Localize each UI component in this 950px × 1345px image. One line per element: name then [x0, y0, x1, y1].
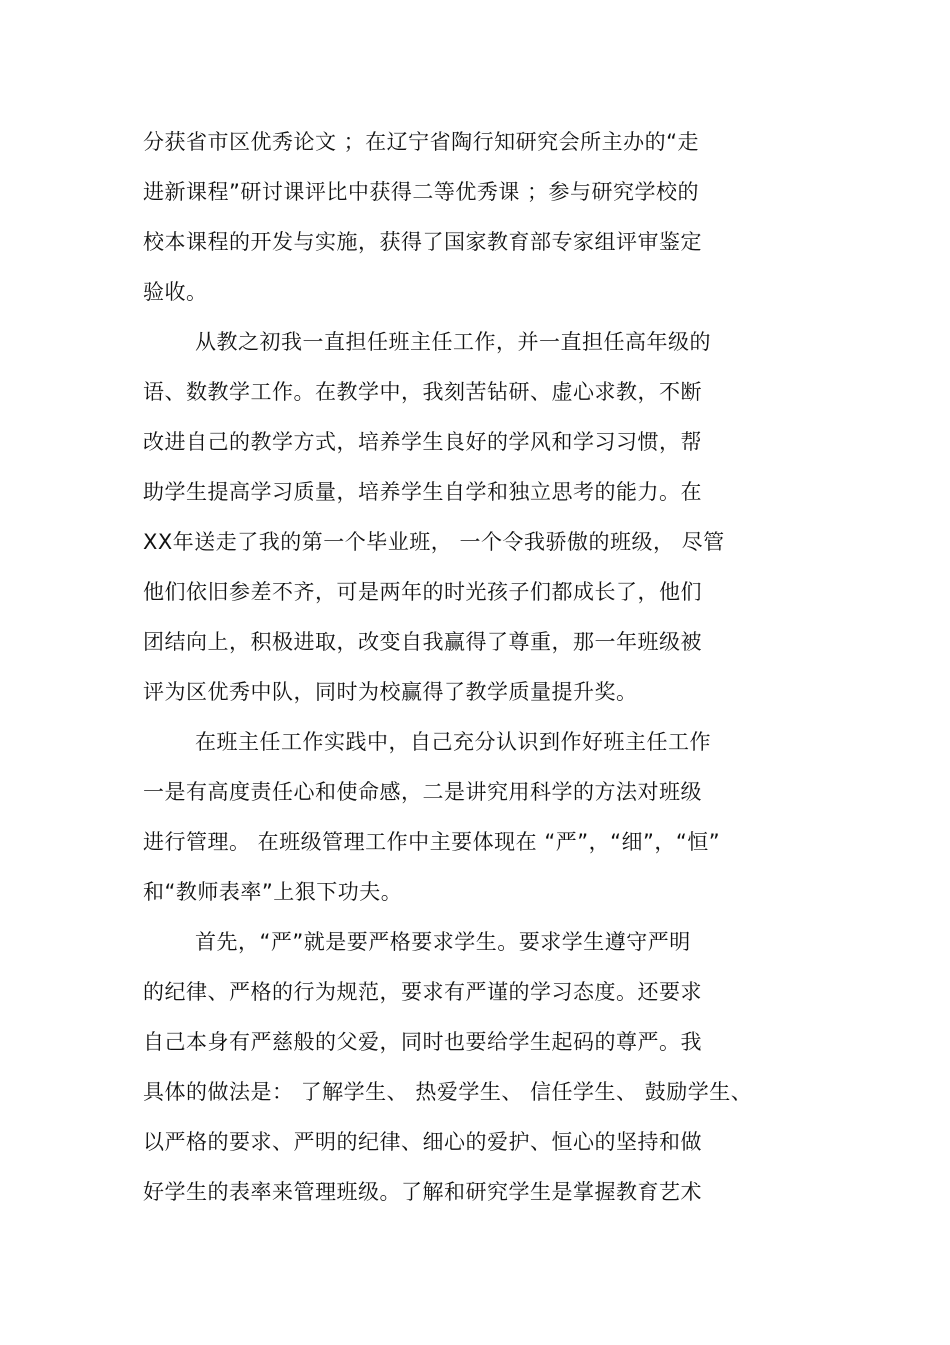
text-line: 的纪律、严格的行为规范，要求有严谨的学习态度。还要求 — [143, 980, 702, 1004]
text-line: 以严格的要求、严明的纪律、细心的爱护、恒心的坚持和做 — [143, 1130, 702, 1154]
text-line: 他们依旧参差不齐，可是两年的时光孩子们都成长了，他们 — [143, 580, 702, 604]
text-line: 好学生的表率来管理班级。了解和研究学生是掌握教育艺术 — [143, 1180, 702, 1204]
text-line: 分获省市区优秀论文 ；在辽宁省陶行知研究会所主办的“走 — [143, 130, 700, 154]
text-line: 进新课程”研讨课评比中获得二等优秀课 ；参与研究学校的 — [143, 180, 700, 204]
text-line: 语、数教学工作。在教学中，我刻苦钻研、虚心求教，不断 — [143, 380, 702, 404]
text-line: 改进自己的教学方式，培养学生良好的学风和学习习惯，帮 — [143, 430, 702, 454]
text-line: XX年送走了我的第一个毕业班， 一个令我骄傲的班级， 尽管 — [143, 530, 725, 554]
text-line: 验收。 — [143, 280, 208, 304]
text-line: 校本课程的开发与实施，获得了国家教育部专家组评审鉴定 — [143, 230, 702, 254]
text-line: 团结向上，积极进取，改变自我赢得了尊重，那一年班级被 — [143, 630, 702, 654]
paragraph-start-line: 首先，“严”就是要严格要求学生。要求学生遵守严明 — [195, 930, 691, 954]
text-line: 和“教师表率”上狠下功夫。 — [143, 880, 403, 904]
text-line: 评为区优秀中队，同时为校赢得了教学质量提升奖。 — [143, 680, 638, 704]
text-line: 进行管理。 在班级管理工作中主要体现在 “严”，“细”，“恒” — [143, 830, 721, 854]
paragraph-start-line: 从教之初我一直担任班主任工作，并一直担任高年级的 — [195, 330, 711, 354]
paragraph-start-line: 在班主任工作实践中，自己充分认识到作好班主任工作 — [195, 730, 711, 754]
text-line: 助学生提高学习质量，培养学生自学和独立思考的能力。在 — [143, 480, 702, 504]
text-line: 自己本身有严慈般的父爱，同时也要给学生起码的尊严。我 — [143, 1030, 702, 1054]
text-line: 具体的做法是： 了解学生、 热爱学生、 信任学生、 鼓励学生、 — [143, 1080, 753, 1104]
text-line: 一是有高度责任心和使命感，二是讲究用科学的方法对班级 — [143, 780, 702, 804]
